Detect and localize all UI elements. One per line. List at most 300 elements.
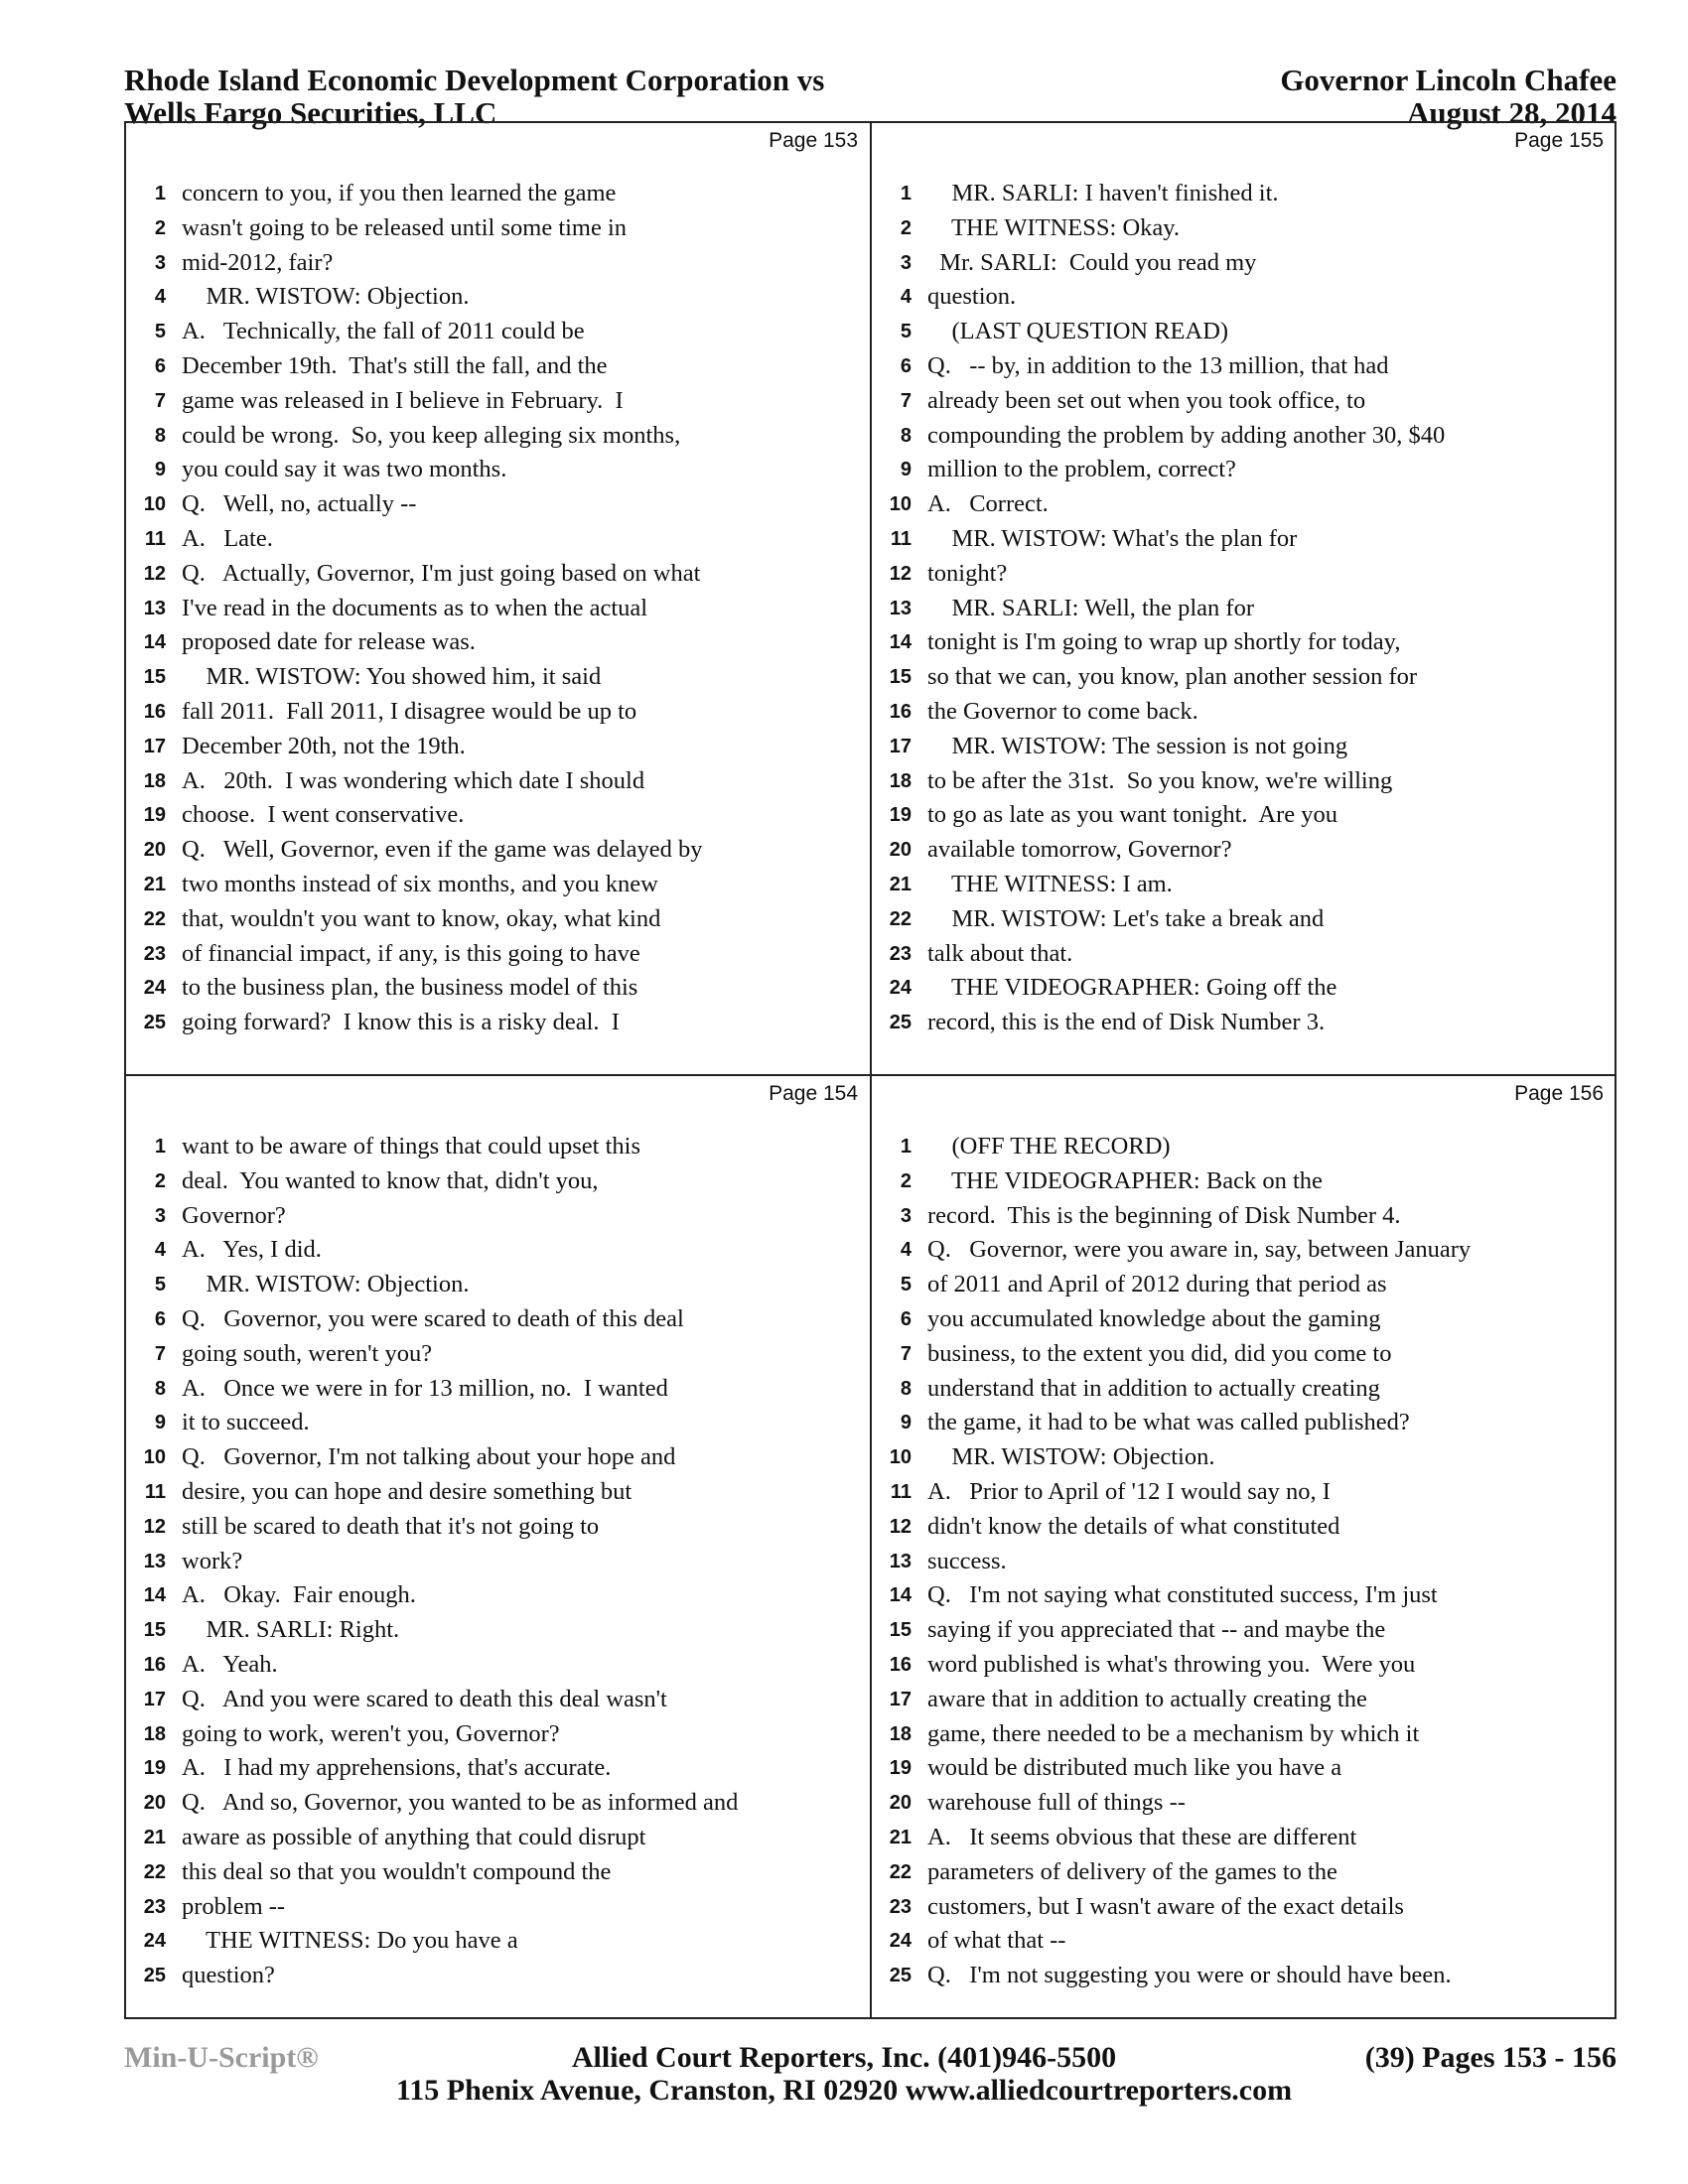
line-text: of 2011 and April of 2012 during that period as <box>927 1271 1387 1298</box>
line-number: 7 <box>154 389 166 412</box>
line-text: Governor? <box>182 1201 286 1229</box>
line-number: 23 <box>889 1895 912 1918</box>
transcript-line <box>872 1302 1616 1337</box>
transcript-line <box>872 1545 1616 1579</box>
line-text: proposed date for release was. <box>182 628 476 656</box>
line-number: 24 <box>889 1930 912 1953</box>
transcript-line <box>126 1372 870 1407</box>
line-text: A. I had my apprehensions, that's accurate. <box>182 1754 612 1782</box>
line-number: 21 <box>143 873 166 895</box>
transcript-line <box>872 868 1616 902</box>
line-number: 20 <box>889 839 912 862</box>
line-number: 22 <box>143 1860 166 1883</box>
line-text: parameters of delivery of the games to the <box>927 1857 1337 1885</box>
case-title-line-2: Wells Fargo Securities, LLC <box>124 95 497 130</box>
line-text: mid-2012, fair? <box>182 248 334 276</box>
line-number: 22 <box>143 907 166 930</box>
transcript-line <box>872 1751 1616 1786</box>
line-number: 8 <box>900 1377 912 1400</box>
line-text: A. 20th. I was wondering which date I should <box>182 766 645 794</box>
transcript-line <box>126 1268 870 1302</box>
line-number: 11 <box>144 527 166 550</box>
line-number: 25 <box>889 1012 912 1034</box>
page-number: Page 155 <box>1514 129 1604 152</box>
transcript-line <box>872 453 1616 487</box>
line-number: 11 <box>144 1480 166 1503</box>
line-text: A. It seems obvious that these are different <box>927 1823 1357 1850</box>
line-number: 3 <box>154 251 166 274</box>
transcript-line <box>126 487 870 522</box>
line-text: to be after the 31st. So you know, we're willing <box>927 766 1393 794</box>
transcript-line <box>872 246 1616 281</box>
line-number: 3 <box>154 1204 166 1227</box>
transcript-lines <box>126 177 870 1040</box>
transcript-line <box>126 730 870 764</box>
transcript-line <box>872 315 1616 349</box>
line-text: MR. WISTOW: The session is not going <box>927 732 1348 759</box>
line-number: 6 <box>154 354 166 377</box>
transcript-line <box>126 798 870 833</box>
transcript-line <box>126 868 870 902</box>
line-number: 25 <box>889 1965 912 1987</box>
transcript-line <box>872 1130 1616 1164</box>
transcript-line <box>126 1440 870 1475</box>
line-text: Q. Well, no, actually -- <box>182 490 417 518</box>
line-number: 4 <box>154 1239 166 1262</box>
transcript-line <box>126 1717 870 1752</box>
page-range: (39) Pages 153 - 156 <box>1364 2041 1617 2074</box>
transcript-line <box>126 522 870 557</box>
line-text: A. Late. <box>182 524 273 552</box>
transcript-line <box>126 833 870 868</box>
line-text: record, this is the end of Disk Number 3. <box>927 1009 1326 1036</box>
line-text: it to succeed. <box>182 1409 310 1436</box>
transcript-line <box>126 1855 870 1890</box>
line-number: 24 <box>143 1930 166 1953</box>
transcript-line <box>126 1890 870 1925</box>
line-text: talk about that. <box>927 939 1073 967</box>
line-number: 12 <box>143 562 166 585</box>
line-number: 21 <box>143 1826 166 1848</box>
transcript-lines <box>872 177 1616 1040</box>
line-text: you accumulated knowledge about the gaming <box>927 1304 1381 1332</box>
transcript-line <box>872 902 1616 937</box>
transcript-line <box>872 1406 1616 1440</box>
line-text: still be scared to death that it's not going to <box>182 1512 600 1540</box>
transcript-line <box>126 557 870 592</box>
transcript-line <box>872 971 1616 1006</box>
transcript-page <box>872 1076 1616 2027</box>
transcript-line <box>126 1821 870 1855</box>
transcript-line <box>872 1683 1616 1717</box>
transcript-line <box>872 487 1616 522</box>
line-number: 6 <box>900 1307 912 1330</box>
line-number: 1 <box>154 183 166 205</box>
line-text: fall 2011. Fall 2011, I disagree would be up to <box>182 697 637 725</box>
transcript-line <box>872 1924 1616 1959</box>
line-number: 13 <box>143 597 166 619</box>
line-number: 2 <box>900 1169 912 1192</box>
line-text: Q. Governor, you were scared to death of this deal <box>182 1304 684 1332</box>
line-text: THE WITNESS: I am. <box>927 870 1173 897</box>
line-text: word published is what's throwing you. Were you <box>927 1650 1416 1678</box>
transcript-line <box>872 211 1616 246</box>
line-number: 16 <box>143 1653 166 1676</box>
transcript-line <box>126 349 870 384</box>
line-text: THE VIDEOGRAPHER: Going off the <box>927 974 1337 1002</box>
line-number: 23 <box>889 942 912 965</box>
line-text: THE WITNESS: Do you have a <box>182 1927 518 1955</box>
line-text: choose. I went conservative. <box>182 801 465 829</box>
transcript-line <box>126 592 870 626</box>
line-text: Q. Actually, Governor, I'm just going based on what <box>182 559 701 587</box>
transcript-line <box>126 1164 870 1199</box>
line-number: 1 <box>900 1136 912 1158</box>
transcript-line <box>872 937 1616 972</box>
line-number: 19 <box>143 804 166 827</box>
transcript-line <box>126 246 870 281</box>
line-number: 10 <box>889 1446 912 1469</box>
line-number: 3 <box>900 1204 912 1227</box>
line-number: 14 <box>143 1584 166 1607</box>
transcript-line <box>872 1337 1616 1372</box>
line-text: MR. WISTOW: You showed him, it said <box>182 663 602 691</box>
transcript-line <box>126 1683 870 1717</box>
line-text: I've read in the documents as to when the actual <box>182 594 648 621</box>
line-number: 17 <box>889 735 912 757</box>
line-text: A. Technically, the fall of 2011 could be <box>182 318 585 345</box>
line-text: work? <box>182 1547 243 1574</box>
line-number: 13 <box>143 1550 166 1572</box>
transcript-line <box>872 1199 1616 1234</box>
line-text: of financial impact, if any, is this going to have <box>182 939 640 967</box>
line-text: so that we can, you know, plan another session for <box>927 663 1418 691</box>
line-text: question. <box>927 283 1017 311</box>
transcript-page <box>126 123 870 1074</box>
transcript-line <box>126 177 870 211</box>
line-number: 18 <box>889 769 912 792</box>
line-number: 13 <box>889 597 912 619</box>
reporter-company: Allied Court Reporters, Inc. (401)946-5500 <box>571 2041 1117 2074</box>
line-text: to go as late as you want tonight. Are you <box>927 801 1338 829</box>
transcript-line <box>126 764 870 799</box>
transcript-line <box>126 1578 870 1613</box>
transcript-line <box>126 1786 870 1821</box>
line-number: 19 <box>889 1757 912 1780</box>
transcript-line <box>872 557 1616 592</box>
line-number: 14 <box>143 631 166 654</box>
line-number: 25 <box>143 1965 166 1987</box>
line-text: MR. SARLI: Right. <box>182 1616 400 1644</box>
line-text: you could say it was two months. <box>182 456 507 483</box>
line-text: would be distributed much like you have a <box>927 1754 1342 1782</box>
transcript-line <box>126 971 870 1006</box>
line-text: didn't know the details of what constituted <box>927 1512 1340 1540</box>
transcript-line <box>872 695 1616 730</box>
transcript-line <box>126 280 870 315</box>
line-number: 22 <box>889 907 912 930</box>
line-text: compounding the problem by adding another 30, $40 <box>927 421 1446 449</box>
line-text: question? <box>182 1962 275 1989</box>
line-number: 4 <box>900 286 912 309</box>
transcript-line <box>872 1855 1616 1890</box>
line-number: 8 <box>154 1377 166 1400</box>
line-text: Mr. SARLI: Could you read my <box>927 248 1257 276</box>
transcript-line <box>872 1959 1616 1993</box>
line-text: MR. WISTOW: What's the plan for <box>927 524 1298 552</box>
line-number: 15 <box>143 1619 166 1642</box>
line-text: that, wouldn't you want to know, okay, what kind <box>182 904 661 932</box>
line-number: 7 <box>900 1342 912 1365</box>
line-text: A. Correct. <box>927 490 1049 518</box>
line-number: 16 <box>889 700 912 723</box>
page-number: Page 154 <box>769 1082 858 1105</box>
line-text: game, there needed to be a mechanism by which it <box>927 1719 1420 1747</box>
line-number: 7 <box>154 1342 166 1365</box>
line-text: THE VIDEOGRAPHER: Back on the <box>927 1166 1323 1194</box>
line-text: A. Okay. Fair enough. <box>182 1581 416 1609</box>
line-text: aware as possible of anything that could disrupt <box>182 1823 646 1850</box>
line-number: 15 <box>889 1619 912 1642</box>
line-text: MR. WISTOW: Let's take a break and <box>927 904 1325 932</box>
transcript-line <box>126 453 870 487</box>
line-text: A. Once we were in for 13 million, no. I wanted <box>182 1374 668 1402</box>
line-number: 20 <box>889 1792 912 1815</box>
line-number: 10 <box>889 493 912 516</box>
line-text: going south, weren't you? <box>182 1339 433 1367</box>
transcript-line <box>872 1372 1616 1407</box>
line-number: 10 <box>143 493 166 516</box>
line-text: Q. Governor, I'm not talking about your hope and <box>182 1443 676 1471</box>
line-number: 5 <box>154 1274 166 1297</box>
line-text: (OFF THE RECORD) <box>927 1133 1171 1160</box>
line-text: problem -- <box>182 1892 286 1920</box>
line-number: 2 <box>154 1169 166 1192</box>
line-text: game was released in I believe in February. I <box>182 386 624 414</box>
line-number: 19 <box>889 804 912 827</box>
transcript-line <box>872 280 1616 315</box>
line-text: wasn't going to be released until some time in <box>182 213 628 241</box>
line-text: Q. Governor, were you aware in, say, between January <box>927 1236 1472 1264</box>
line-text: A. Prior to April of '12 I would say no, I <box>927 1477 1331 1505</box>
line-number: 5 <box>154 321 166 343</box>
line-number: 5 <box>900 321 912 343</box>
transcript-line <box>872 1890 1616 1925</box>
transcript-line <box>872 1786 1616 1821</box>
line-text: success. <box>927 1547 1007 1574</box>
line-number: 16 <box>143 700 166 723</box>
line-text: Q. I'm not saying what constituted success, I'm just <box>927 1581 1438 1609</box>
line-text: available tomorrow, Governor? <box>927 836 1232 864</box>
line-text: A. Yeah. <box>182 1650 278 1678</box>
line-number: 8 <box>900 424 912 447</box>
line-text: deal. You wanted to know that, didn't you, <box>182 1166 599 1194</box>
transcript-line <box>872 625 1616 660</box>
line-number: 4 <box>900 1239 912 1262</box>
line-text: this deal so that you wouldn't compound the <box>182 1857 612 1885</box>
line-number: 23 <box>143 942 166 965</box>
line-text: MR. WISTOW: Objection. <box>182 1271 470 1298</box>
transcript-line <box>126 1199 870 1234</box>
line-number: 6 <box>900 354 912 377</box>
transcript-line <box>126 1475 870 1510</box>
transcript-line <box>872 660 1616 695</box>
line-number: 20 <box>143 1792 166 1815</box>
line-text: to the business plan, the business model of this <box>182 974 638 1002</box>
transcript-line <box>126 660 870 695</box>
line-number: 1 <box>900 183 912 205</box>
transcript-line <box>872 1578 1616 1613</box>
line-number: 18 <box>889 1722 912 1745</box>
witness-date <box>1280 64 1617 129</box>
line-text: MR. SARLI: Well, the plan for <box>927 594 1254 621</box>
transcript-line <box>126 1337 870 1372</box>
line-text: December 20th, not the 19th. <box>182 732 466 759</box>
line-number: 9 <box>900 1412 912 1434</box>
line-number: 7 <box>900 389 912 412</box>
line-number: 18 <box>143 1722 166 1745</box>
line-text: A. Yes, I did. <box>182 1236 322 1264</box>
line-number: 18 <box>143 769 166 792</box>
transcript-page <box>126 1076 870 2027</box>
line-text: already been set out when you took office, to <box>927 386 1366 414</box>
line-text: MR. WISTOW: Objection. <box>182 283 470 311</box>
line-number: 12 <box>889 1515 912 1538</box>
line-number: 17 <box>143 735 166 757</box>
transcript-line <box>872 764 1616 799</box>
line-number: 3 <box>900 251 912 274</box>
line-number: 12 <box>889 562 912 585</box>
line-number: 6 <box>154 1307 166 1330</box>
transcript-line <box>126 211 870 246</box>
transcript-line <box>126 1302 870 1337</box>
transcript-line <box>126 384 870 419</box>
line-text: saying if you appreciated that -- and maybe the <box>927 1616 1386 1644</box>
line-number: 17 <box>889 1688 912 1710</box>
transcript-line <box>872 419 1616 454</box>
line-number: 5 <box>900 1274 912 1297</box>
transcript-line <box>872 1006 1616 1040</box>
deposition-date: August 28, 2014 <box>1406 95 1617 130</box>
line-number: 16 <box>889 1653 912 1676</box>
line-number: 24 <box>889 977 912 1000</box>
transcript-lines <box>872 1130 1616 1993</box>
transcript-line <box>126 1648 870 1683</box>
page-number: Page 156 <box>1514 1082 1604 1105</box>
transcript-line <box>872 177 1616 211</box>
line-number: 2 <box>900 216 912 239</box>
line-text: going to work, weren't you, Governor? <box>182 1719 560 1747</box>
transcript-line <box>872 1440 1616 1475</box>
line-number: 8 <box>154 424 166 447</box>
line-text: record. This is the beginning of Disk Number 4. <box>927 1201 1401 1229</box>
line-text: tonight is I'm going to wrap up shortly for today, <box>927 628 1401 656</box>
transcript-line <box>872 349 1616 384</box>
case-title <box>124 64 824 129</box>
line-number: 10 <box>143 1446 166 1469</box>
transcript-line <box>126 1613 870 1648</box>
transcript-line <box>872 592 1616 626</box>
transcript-line <box>126 902 870 937</box>
line-number: 20 <box>143 839 166 862</box>
line-number: 24 <box>143 977 166 1000</box>
line-number: 23 <box>143 1895 166 1918</box>
line-text: tonight? <box>927 559 1008 587</box>
line-number: 22 <box>889 1860 912 1883</box>
transcript-line <box>126 1233 870 1268</box>
reporter-address: 115 Phenix Avenue, Cranston, RI 02920 www.alliedcourtreporters.com <box>395 2074 1293 2107</box>
transcript-line <box>126 1006 870 1040</box>
line-text: Q. Well, Governor, even if the game was delayed by <box>182 836 703 864</box>
line-text: aware that in addition to actually creating the <box>927 1685 1367 1712</box>
line-text: Q. And you were scared to death this deal wasn't <box>182 1685 667 1712</box>
transcript-line <box>126 1751 870 1786</box>
line-text: the Governor to come back. <box>927 697 1198 725</box>
transcript-line <box>872 1613 1616 1648</box>
transcript-lines <box>126 1130 870 1993</box>
line-text: could be wrong. So, you keep alleging six months, <box>182 421 681 449</box>
line-number: 13 <box>889 1550 912 1572</box>
transcript-line <box>126 937 870 972</box>
line-number: 1 <box>154 1136 166 1158</box>
line-text: of what that -- <box>927 1927 1066 1955</box>
transcript-line <box>872 1510 1616 1545</box>
line-text: Q. And so, Governor, you wanted to be as informed and <box>182 1789 739 1817</box>
transcript-line <box>126 419 870 454</box>
line-text: concern to you, if you then learned the game <box>182 180 617 206</box>
line-number: 12 <box>143 1515 166 1538</box>
transcript-line <box>872 384 1616 419</box>
line-number: 9 <box>154 1412 166 1434</box>
line-text: want to be aware of things that could upset this <box>182 1133 640 1160</box>
line-number: 2 <box>154 216 166 239</box>
transcript-line <box>126 1130 870 1164</box>
transcript-line <box>126 1959 870 1993</box>
transcript-line <box>872 833 1616 868</box>
transcript-line <box>872 1233 1616 1268</box>
transcript-line <box>872 1268 1616 1302</box>
transcript-line <box>126 1545 870 1579</box>
transcript-line <box>872 1648 1616 1683</box>
transcript-line <box>126 1510 870 1545</box>
line-text: (LAST QUESTION READ) <box>927 318 1229 345</box>
transcript-line <box>872 1475 1616 1510</box>
witness-name: Governor Lincoln Chafee <box>1280 63 1617 97</box>
line-text: the game, it had to be what was called published? <box>927 1409 1410 1436</box>
transcript-line <box>126 625 870 660</box>
transcript-line <box>872 1717 1616 1752</box>
line-number: 14 <box>889 1584 912 1607</box>
transcript-line <box>872 522 1616 557</box>
line-number: 21 <box>889 1826 912 1848</box>
brand-mark: Min-U-Script® <box>124 2041 319 2074</box>
line-number: 11 <box>890 1480 912 1503</box>
line-text: million to the problem, correct? <box>927 456 1236 483</box>
transcript-line <box>126 1924 870 1959</box>
transcript-line <box>872 730 1616 764</box>
line-number: 17 <box>143 1688 166 1710</box>
line-number: 15 <box>889 666 912 689</box>
page-number: Page 153 <box>769 129 858 152</box>
line-text: understand that in addition to actually creating <box>927 1374 1380 1402</box>
line-text: Q. I'm not suggesting you were or should have been. <box>927 1962 1452 1989</box>
line-text: THE WITNESS: Okay. <box>927 213 1181 241</box>
line-text: warehouse full of things -- <box>927 1789 1186 1817</box>
transcript-line <box>126 1406 870 1440</box>
transcript-line <box>872 798 1616 833</box>
line-number: 15 <box>143 666 166 689</box>
line-text: two months instead of six months, and you knew <box>182 870 658 897</box>
